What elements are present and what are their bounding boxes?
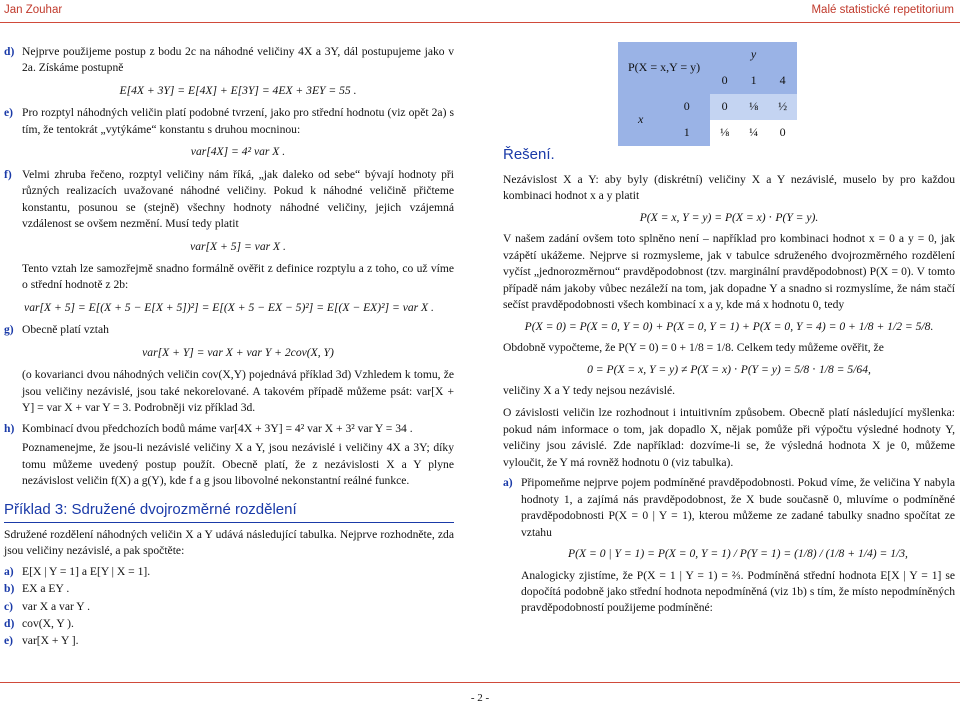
item-d-formula: E[4X + 3Y] = E[4X] + E[3Y] = 4EX + 3EY = 55 .	[119, 83, 357, 97]
item-g-formula: var[X + Y] = var X + var Y + 2cov(X, Y)	[142, 345, 334, 359]
item-g-text2: (o kovarianci dvou náhodných veličin cov(X,Y) pojednává příklad 3d) Vzhledem k tomu, že jsou veličiny nezávislé, jsou také nekorelované. A takovém případě můžeme psát: var[X + Y] = var X + var Y = 3. Podrobněji viz příklad 3d.	[22, 368, 454, 415]
table-cell: 0	[710, 94, 739, 120]
solution-f2: P(X = 0) = P(X = 0, Y = 0) + P(X = 0, Y = 1) + P(X = 0, Y = 4) = 0 + 1/8 + 1/2 = 5/8.	[524, 319, 934, 333]
item-f-text2: Tento vztah lze samozřejmě snadno formálně ověřit z definice rozptylu a z toho, co už víme o střední hodnotě z 2b:	[22, 261, 454, 292]
table-y-label: y	[710, 42, 797, 68]
task-e-label: e)	[4, 634, 14, 648]
left-column	[4, 44, 454, 651]
item-f	[4, 167, 454, 317]
example-intro: Sdružené rozdělení náhodných veličin X a Y udává následující tabulka. Nejprve rozhodněte, zda jsou veličiny nezávislé, a pak spočtěte:	[4, 527, 454, 558]
table-y-value: 0	[710, 68, 739, 94]
task-e-text: var[X + Y ].	[22, 634, 79, 648]
solution-item-a-text2: Analogicky zjistíme, že P(X = 1 | Y = 1) = ⅔. Podmíněná střední hodnota E[X | Y = 1] se dopočítá podobně jako střední hodnota nepodmíněná (viz 1b) s tím, že místo nepodmíněných pravděpodobností použijeme podmíněné:	[521, 568, 955, 615]
item-g-label: g)	[4, 323, 14, 337]
task-b-text: EX a EY .	[22, 582, 70, 596]
item-h	[4, 421, 454, 490]
item-f-formula1: var[X + 5] = var X .	[190, 239, 286, 253]
solution-p5: O závislosti veličin lze rozhodnout i intuitivním způsobem. Obecně platí následující myšlenka: pokud nám informace o tom, jak dopadlo X, nějak pomůže při výpočtu výsledné hodnoty Y, veličiny jsou závislé. Zde například: dozvíme-li se, že výsledná hodnota X je 0, můžeme vyloučit, že Y má rovněž hodnotu 0 (viz tabulka).	[503, 406, 955, 469]
header-author: Jan Zouhar	[4, 4, 63, 16]
item-g-text1: Obecně platí vztah	[22, 323, 109, 337]
joint-distribution-table	[618, 42, 797, 146]
item-d-label: d)	[4, 45, 15, 58]
task-e	[4, 633, 454, 649]
item-f-text1: Velmi zhruba řečeno, rozptyl veličiny nám říká, „jak daleko od sebe“ bývají hodnoty při různých realizacích uvažované náhodné veličiny. Pokud k náhodné veličině přičteme konstantu, posunou se (stejně) všechny hodnoty náhodné veličiny, jejich vzájemná vzdálenost se ovšem nezmění. Musí tedy platit	[22, 167, 454, 231]
task-b-label: b)	[4, 582, 15, 596]
footer-rule	[0, 682, 960, 683]
table-corner: P(X = x,Y = y)	[618, 42, 710, 94]
task-c-text: var X a var Y .	[22, 599, 91, 613]
solution-f1: P(X = x, Y = y) = P(X = x) ⋅ P(Y = y).	[639, 210, 819, 224]
task-a	[4, 564, 454, 580]
task-c-label: c)	[4, 599, 14, 613]
header-rule	[0, 22, 960, 23]
page-number: - 2 -	[470, 692, 490, 704]
item-d	[4, 44, 454, 99]
task-c	[4, 599, 454, 615]
item-e-label: e)	[4, 106, 14, 120]
task-d	[4, 616, 454, 632]
solution-item-a	[503, 475, 955, 617]
task-b	[4, 581, 454, 597]
table-y-value: 1	[739, 68, 768, 94]
item-d-text: Nejprve použijeme postup z bodu 2c na náhodné veličiny 4X a 3Y, dál postupujeme jako v 2a. Získáme postupně	[22, 45, 454, 75]
task-d-text: cov(X, Y ).	[22, 616, 74, 630]
item-e-formula: var[4X] = 4² var X .	[190, 145, 286, 159]
solution-body	[503, 172, 955, 621]
item-h-label: h)	[4, 421, 15, 435]
item-e	[4, 105, 454, 160]
solution-p2: V našem zadání ovšem toto splněno není – například pro kombinaci hodnot x = 0 a y = 0, jak vzápětí ukážeme. Nejprve si rozmysleme, jak v tabulce sdruženého dvojrozměrného rozdělení vyčíst „jednorozměrnou“ pravděpodobnost (tzv. marginální pravděpodobnost) P(X = 0). V tomto případě nám jakoby vůbec nezáleží na tom, jak dopadne Y a snadno si rozmyslíme, že nám stačí sečíst pravděpodobnosti všech kombinací x a y, kde má x hodnotu 0, tedy	[503, 232, 955, 312]
table-cell: ⅛	[710, 120, 739, 146]
solution-f3: 0 = P(X = x, Y = y) ≠ P(X = x) ⋅ P(Y = y) = 5/8 ⋅ 1/8 = 5/64,	[587, 362, 871, 376]
solution-item-a-formula: P(X = 0 | Y = 1) = P(X = 0, Y = 1) / P(Y = 1) = (1/8) / (1/8 + 1/4) = 1/3,	[568, 547, 908, 561]
task-a-text: E[X | Y = 1] a E[Y | X = 1].	[22, 564, 151, 578]
solution-p4: veličiny X a Y tedy nejsou nezávislé.	[503, 383, 676, 397]
header-title: Malé statistické repetitorium	[811, 4, 954, 16]
item-f-label: f)	[4, 167, 12, 181]
table-cell: ⅛	[739, 94, 768, 120]
example-heading: Příklad 3: Sdružené dvojrozměrné rozdělení	[4, 499, 454, 522]
task-d-label: d)	[4, 616, 15, 630]
page-header	[0, 0, 960, 22]
table-x-value: 0	[663, 94, 710, 120]
table-cell: 0	[768, 120, 797, 146]
task-a-label: a)	[4, 564, 14, 578]
solution-heading: Řešení.	[503, 146, 555, 163]
table-y-value: 4	[768, 68, 797, 94]
solution-item-a-label: a)	[503, 476, 513, 490]
item-g	[4, 322, 454, 416]
table-cell: ¼	[739, 120, 768, 146]
solution-p3: Obdobně vypočteme, že P(Y = 0) = 0 + 1/8 = 1/8. Celkem tedy můžeme ověřit, že	[503, 341, 884, 355]
table-cell: ½	[768, 94, 797, 120]
item-h-text1: Kombinací dvou předchozích bodů máme var[4X + 3Y] = 4² var X + 3² var Y = 34 .	[22, 421, 413, 435]
solution-p1: Nezávislost X a Y: aby byly (diskrétní) veličiny X a Y nezávislé, muselo by pro každou kombinaci hodnot x a y platit	[503, 173, 955, 203]
table-x-label: x	[618, 94, 663, 146]
item-e-text: Pro rozptyl náhodných veličin platí podobné tvrzení, jako pro střední hodnotu (viz opět 2a) s tím, že tentokrát „vytýkáme“ konstantu s druhou mocninou:	[22, 106, 454, 136]
solution-item-a-text: Připomeňme nejprve pojem podmíněné pravděpodobnosti. Pokud víme, že veličina Y nabyla hodnoty 1, a zajímá nás pravděpodobnost, že X bude současně 0, mluvíme o podmíněné pravděpodobnosti P(X = 0 | Y = 1), kterou můžeme ze zadané tabulky snadno spočítat ze vztahu	[521, 476, 955, 539]
table-x-value: 1	[663, 120, 710, 146]
item-h-text2: Poznamenejme, že jsou-li nezávislé veličiny X a Y, jsou nezávislé i veličiny 4X a 3Y; díky tomu můžeme uvedený postup použít. Obecně platí, že z nezávislosti X a Y plyne nezávislost veličin f(X) a g(Y), kde f a g jsou libovolné nekonstantní reálné funkce.	[22, 441, 454, 487]
item-f-formula2: var[X + 5] = E[(X + 5 − E[X + 5])²] = E[(X + 5 − EX − 5)²] = E[(X − EX)²] = var X .	[24, 300, 434, 314]
